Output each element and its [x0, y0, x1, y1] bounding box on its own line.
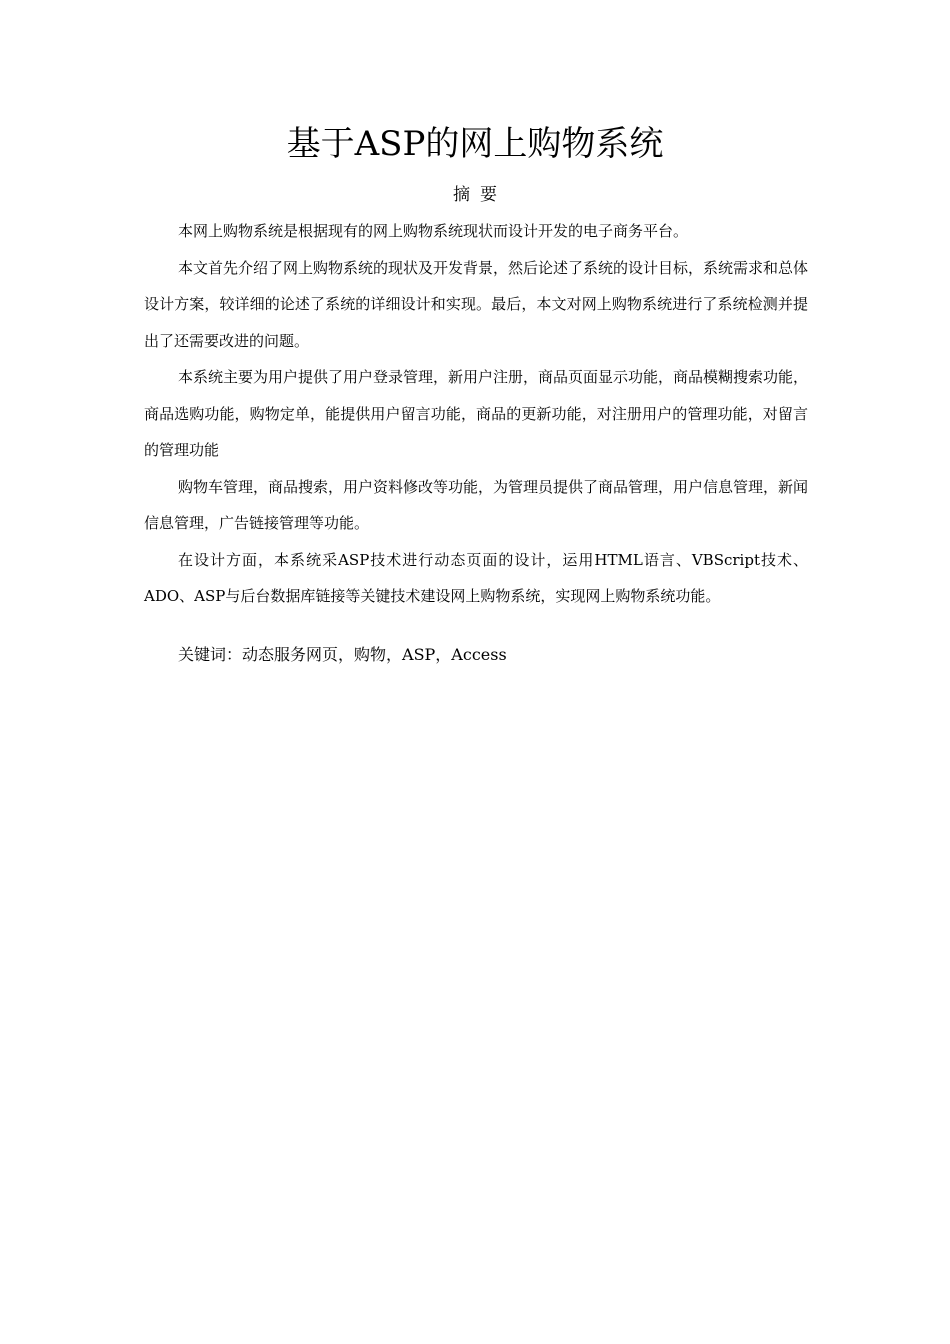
abstract-heading: 摘要	[453, 185, 507, 205]
abstract-paragraph-5: 在设计方面，本系统采ASP技术进行动态页面的设计，运用HTML语言、VBScript技术、ADO、ASP与后台数据库链接等关键技术建设网上购物系统，实现网上购物系统功能。	[144, 550, 808, 605]
abstract-body	[144, 213, 808, 615]
abstract-paragraph-1: 本网上购物系统是根据现有的网上购物系统现状而设计开发的电子商务平台。	[178, 222, 689, 240]
abstract-paragraph-2: 本文首先介绍了网上购物系统的现状及开发背景，然后论述了系统的设计目标，系统需求和总体设计方案，较详细的论述了系统的详细设计和实现。最后，本文对网上购物系统进行了系统检测并提出了还需要改进的问题。	[144, 258, 809, 350]
abstract-paragraph-4: 购物车管理，商品搜索，用户资料修改等功能，为管理员提供了商品管理，用户信息管理，新闻信息管理，广告链接管理等功能。	[144, 477, 809, 532]
keywords-line	[178, 641, 507, 669]
keywords-label: 关键词：	[178, 645, 243, 664]
document-title: 基于ASP的网上购物系统	[286, 124, 664, 164]
keywords-value: 动态服务网页，购物，ASP，Access	[242, 645, 507, 664]
abstract-paragraph-3: 本系统主要为用户提供了用户登录管理，新用户注册，商品页面显示功能，商品模糊搜索功能，商品选购功能，购物定单，能提供用户留言功能，商品的更新功能，对注册用户的管理功能，对留言的管理功能	[144, 368, 809, 459]
